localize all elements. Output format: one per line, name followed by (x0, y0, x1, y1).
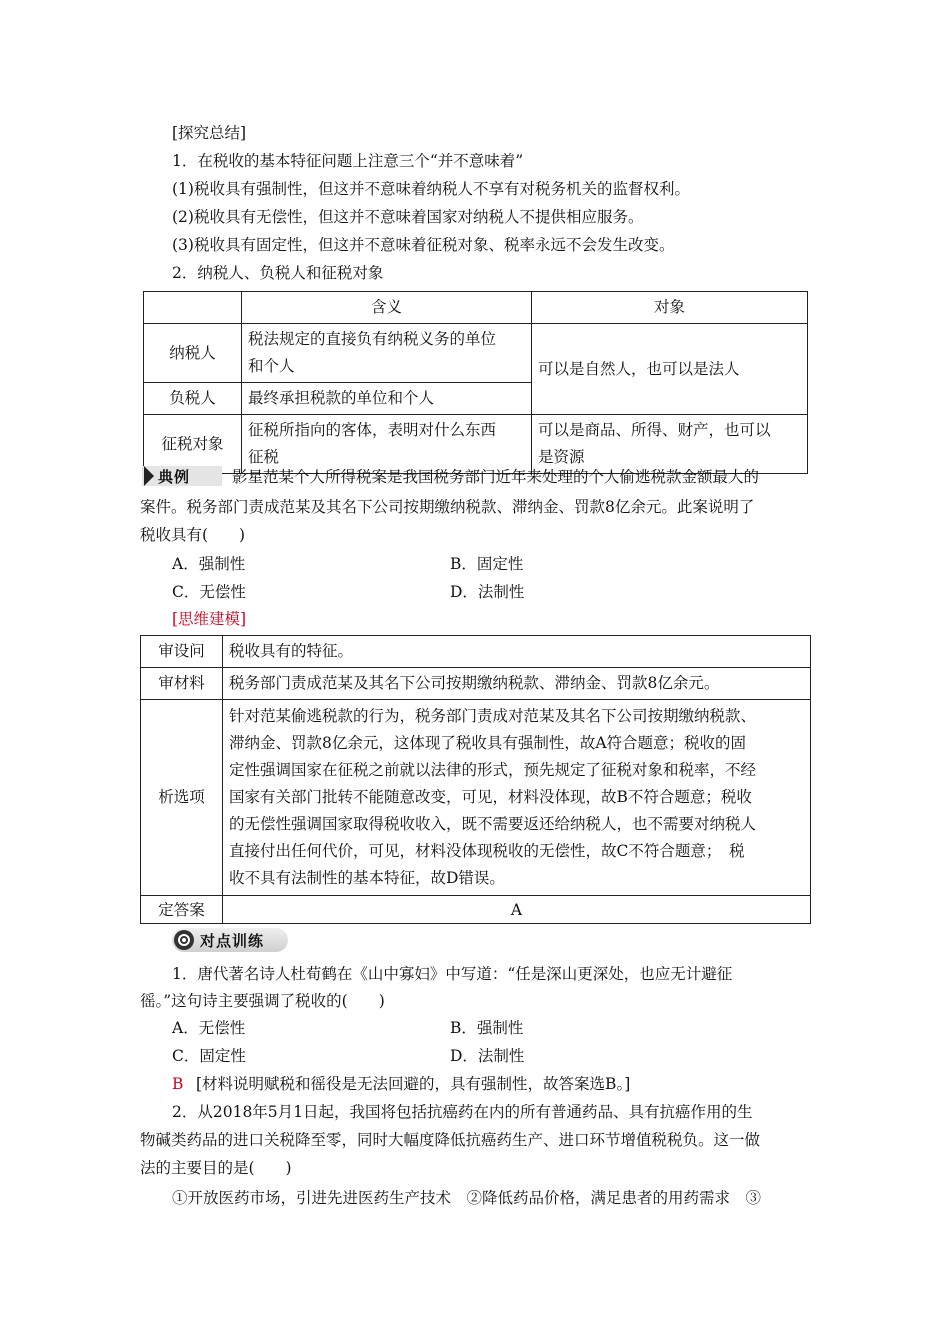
analysis-line: 国家有关部门批转不能随意改变，可见，材料没体现，故B不符合题意；税收 (229, 788, 752, 806)
term-cell: 纳税人 (144, 324, 242, 383)
summary-point-2: 2．纳税人、负税人和征税对象 (172, 264, 384, 282)
meaning-line: 税法规定的直接负有纳税义务的单位 (248, 330, 497, 348)
option-a: A．强制性 (172, 555, 246, 573)
triangle-icon (144, 466, 154, 486)
q1-explanation: [材料说明赋税和徭役是无法回避的，具有强制性，故答案选B。] (196, 1075, 631, 1093)
object-line: 可以是商品、所得、财产，也可以 (538, 421, 771, 439)
q1-line-1: 1．唐代著名诗人杜荀鹤在《山中寡妇》中写道：“任是深山更深处，也应无计避征 (172, 965, 733, 983)
table-row (141, 636, 811, 668)
q1-option-b: B．强制性 (450, 1019, 524, 1037)
table-row (141, 896, 811, 924)
summary-sub-1: (1)税收具有强制性，但这并不意味着纳税人不享有对税务机关的监督权利。 (172, 180, 690, 198)
summary-sub-3: (3)税收具有固定性，但这并不意味着征税对象、税率永远不会发生改变。 (172, 236, 675, 254)
term-cell: 负税人 (144, 383, 242, 415)
training-badge-label: 对点训练 (200, 931, 265, 950)
target-icon (174, 930, 194, 950)
example-line-3: 税收具有( ) (140, 526, 246, 544)
table-header-meaning: 含义 (242, 292, 532, 324)
option-b: B．固定性 (450, 555, 524, 573)
training-badge (172, 928, 288, 952)
table-header-empty (144, 292, 242, 324)
q1-option-c: C．固定性 (172, 1047, 246, 1065)
model-label: 定答案 (141, 896, 223, 924)
meaning-line: 征税 (248, 448, 280, 466)
model-content: 税务部门责成范某及其名下公司按期缴纳税款、滞纳金、罚款8亿余元。 (223, 668, 811, 700)
analysis-line: 针对范某偷逃税款的行为，税务部门责成对范某及其名下公司按期缴纳税款、 (229, 707, 757, 725)
q2-line-2: 物碱类药品的进口关税降至零，同时大幅度降低抗癌药生产、进口环节增值税税负。这一做 (140, 1131, 761, 1149)
thinking-model-table (140, 635, 811, 924)
object-line: 是资源 (538, 448, 585, 466)
table-row (144, 415, 808, 474)
table-row (141, 700, 811, 896)
analysis-line: 的无偿性强调国家取得税收收入，既不需要返还给纳税人，也不需要对纳税人 (229, 815, 757, 833)
meaning-cell (242, 415, 532, 474)
example-badge-label: 典例 (158, 467, 191, 486)
q1-option-a: A．无偿性 (172, 1019, 246, 1037)
taxpayer-table (143, 291, 808, 474)
option-c: C．无偿性 (172, 583, 246, 601)
object-cell (532, 415, 808, 474)
summary-heading: [探究总结] (172, 124, 247, 142)
q1-option-d: D．法制性 (450, 1047, 525, 1065)
model-label: 审设问 (141, 636, 223, 668)
option-d: D．法制性 (450, 583, 525, 601)
model-content (223, 700, 811, 896)
example-badge (142, 466, 222, 486)
meaning-cell: 最终承担税款的单位和个人 (242, 383, 532, 415)
q2-line-1: 2．从2018年5月1日起，我国将包括抗癌药在内的所有普通药品、具有抗癌作用的生 (172, 1103, 753, 1121)
model-label: 审材料 (141, 668, 223, 700)
table-row (144, 324, 808, 383)
example-line-2: 案件。税务部门责成范某及其名下公司按期缴纳税款、滞纳金、罚款8亿余元。此案说明了 (140, 498, 755, 516)
object-cell-shared: 可以是自然人，也可以是法人 (532, 324, 808, 415)
summary-sub-2: (2)税收具有无偿性，但这并不意味着国家对纳税人不提供相应服务。 (172, 208, 644, 226)
q1-answer: B (172, 1075, 184, 1093)
q2-line-4: ①开放医药市场，引进先进医药生产技术 ②降低药品价格，满足患者的用药需求 ③ (172, 1189, 762, 1207)
analysis-line: 定性强调国家在征税之前就以法律的形式，预先规定了征税对象和税率，不经 (229, 761, 757, 779)
model-label: 析选项 (141, 700, 223, 896)
analysis-line: 滞纳金、罚款8亿余元，这体现了税收具有强制性，故A符合题意；税收的固 (229, 734, 747, 752)
meaning-line: 征税所指向的客体，表明对什么东西 (248, 421, 497, 439)
model-answer: A (223, 896, 811, 924)
q2-line-3: 法的主要目的是( ) (140, 1159, 292, 1177)
model-content: 税收具有的特征。 (223, 636, 811, 668)
table-row (141, 668, 811, 700)
q1-line-2: 徭。”这句诗主要强调了税收的( ) (140, 992, 385, 1010)
model-heading: [思维建模] (172, 610, 247, 628)
term-cell: 征税对象 (144, 415, 242, 474)
analysis-line: 收不具有法制性的基本特征，故D错误。 (229, 869, 505, 887)
example-line-1: 影星范某个人所得税案是我国税务部门近年来处理的个人偷逃税款金额最大的 (232, 468, 760, 486)
table-header-object: 对象 (532, 292, 808, 324)
summary-point-1: 1．在税收的基本特征问题上注意三个“并不意味着” (172, 152, 524, 170)
meaning-cell (242, 324, 532, 383)
analysis-line: 直接付出任何代价，可见，材料没体现税收的无偿性，故C不符合题意； 税 (229, 842, 745, 860)
meaning-line: 和个人 (248, 357, 295, 375)
